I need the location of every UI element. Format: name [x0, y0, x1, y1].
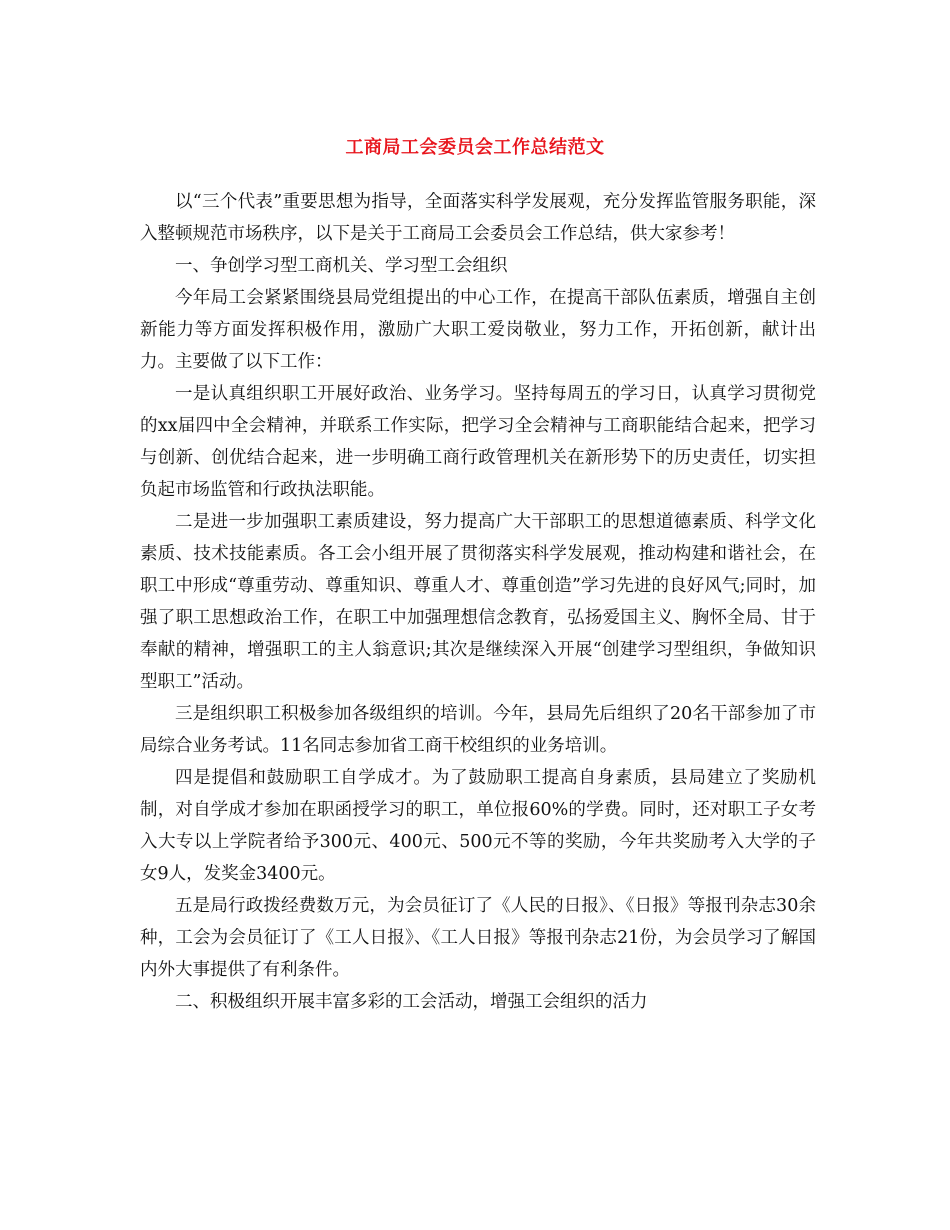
- section-heading-2: 二、积极组织开展丰富多彩的工会活动，增强工会组织的活力: [175, 992, 648, 1012]
- item-1-paragraph: 一是认真组织职工开展好政治、业务学习。坚持每周五的学习日，认真学习贯彻党的xx届四中全会精神，并联系工作实际，把学习全会精神与工商职能结合起来，把学习与创新、创优结合起来，进一步明确工商行政管理机关在新形势下的历史责任，切实担负起市场监管和行政执法职能。: [140, 384, 816, 500]
- item-4-paragraph: 四是提倡和鼓励职工自学成才。为了鼓励职工提高自身素质，县局建立了奖励机制，对自学成才参加在职函授学习的职工，单位报60%的学费。同时，还对职工子女考入大专以上学院者给予300元、400元、500元不等的奖励，今年共奖励考入大学的子女9人，发奖金3400元。: [140, 768, 816, 884]
- section-heading-1: 一、争创学习型工商机关、学习型工会组织: [175, 256, 508, 276]
- section-1-overview-paragraph: 今年局工会紧紧围绕县局党组提出的中心工作，在提高干部队伍素质，增强自主创新能力等方面发挥积极作用，激励广大职工爱岗敬业，努力工作，开拓创新，献计出力。主要做了以下工作：: [140, 288, 816, 372]
- item-5-paragraph: 五是局行政拨经费数万元，为会员征订了《人民的日报》、《日报》等报刊杂志30余种，工会为会员征订了《工人日报》、《工人日报》等报刊杂志21份，为会员学习了解国内外大事提供了有利条件。: [140, 896, 816, 980]
- intro-paragraph: 以“三个代表”重要思想为指导，全面落实科学发展观，充分发挥监管服务职能，深入整顿规范市场秩序，以下是关于工商局工会委员会工作总结，供大家参考！: [140, 192, 816, 244]
- item-2-paragraph: 二是进一步加强职工素质建设，努力提高广大干部职工的思想道德素质、科学文化素质、技术技能素质。各工会小组开展了贯彻落实科学发展观，推动构建和谐社会，在职工中形成“尊重劳动、尊重知识、尊重人才、尊重创造”学习先进的良好风气;同时，加强了职工思想政治工作，在职工中加强理想信念教育，弘扬爱国主义、胸怀全局、甘于奉献的精神，增强职工的主人翁意识;其次是继续深入开展“创建学习型组织，争做知识型职工”活动。: [140, 512, 816, 692]
- document-body: [140, 186, 816, 1018]
- document-title: 工商局工会委员会工作总结范文: [345, 137, 605, 159]
- item-3-paragraph: 三是组织职工积极参加各级组织的培训。今年，县局先后组织了20名干部参加了市局综合业务考试。11名同志参加省工商干校组织的业务培训。: [140, 704, 816, 756]
